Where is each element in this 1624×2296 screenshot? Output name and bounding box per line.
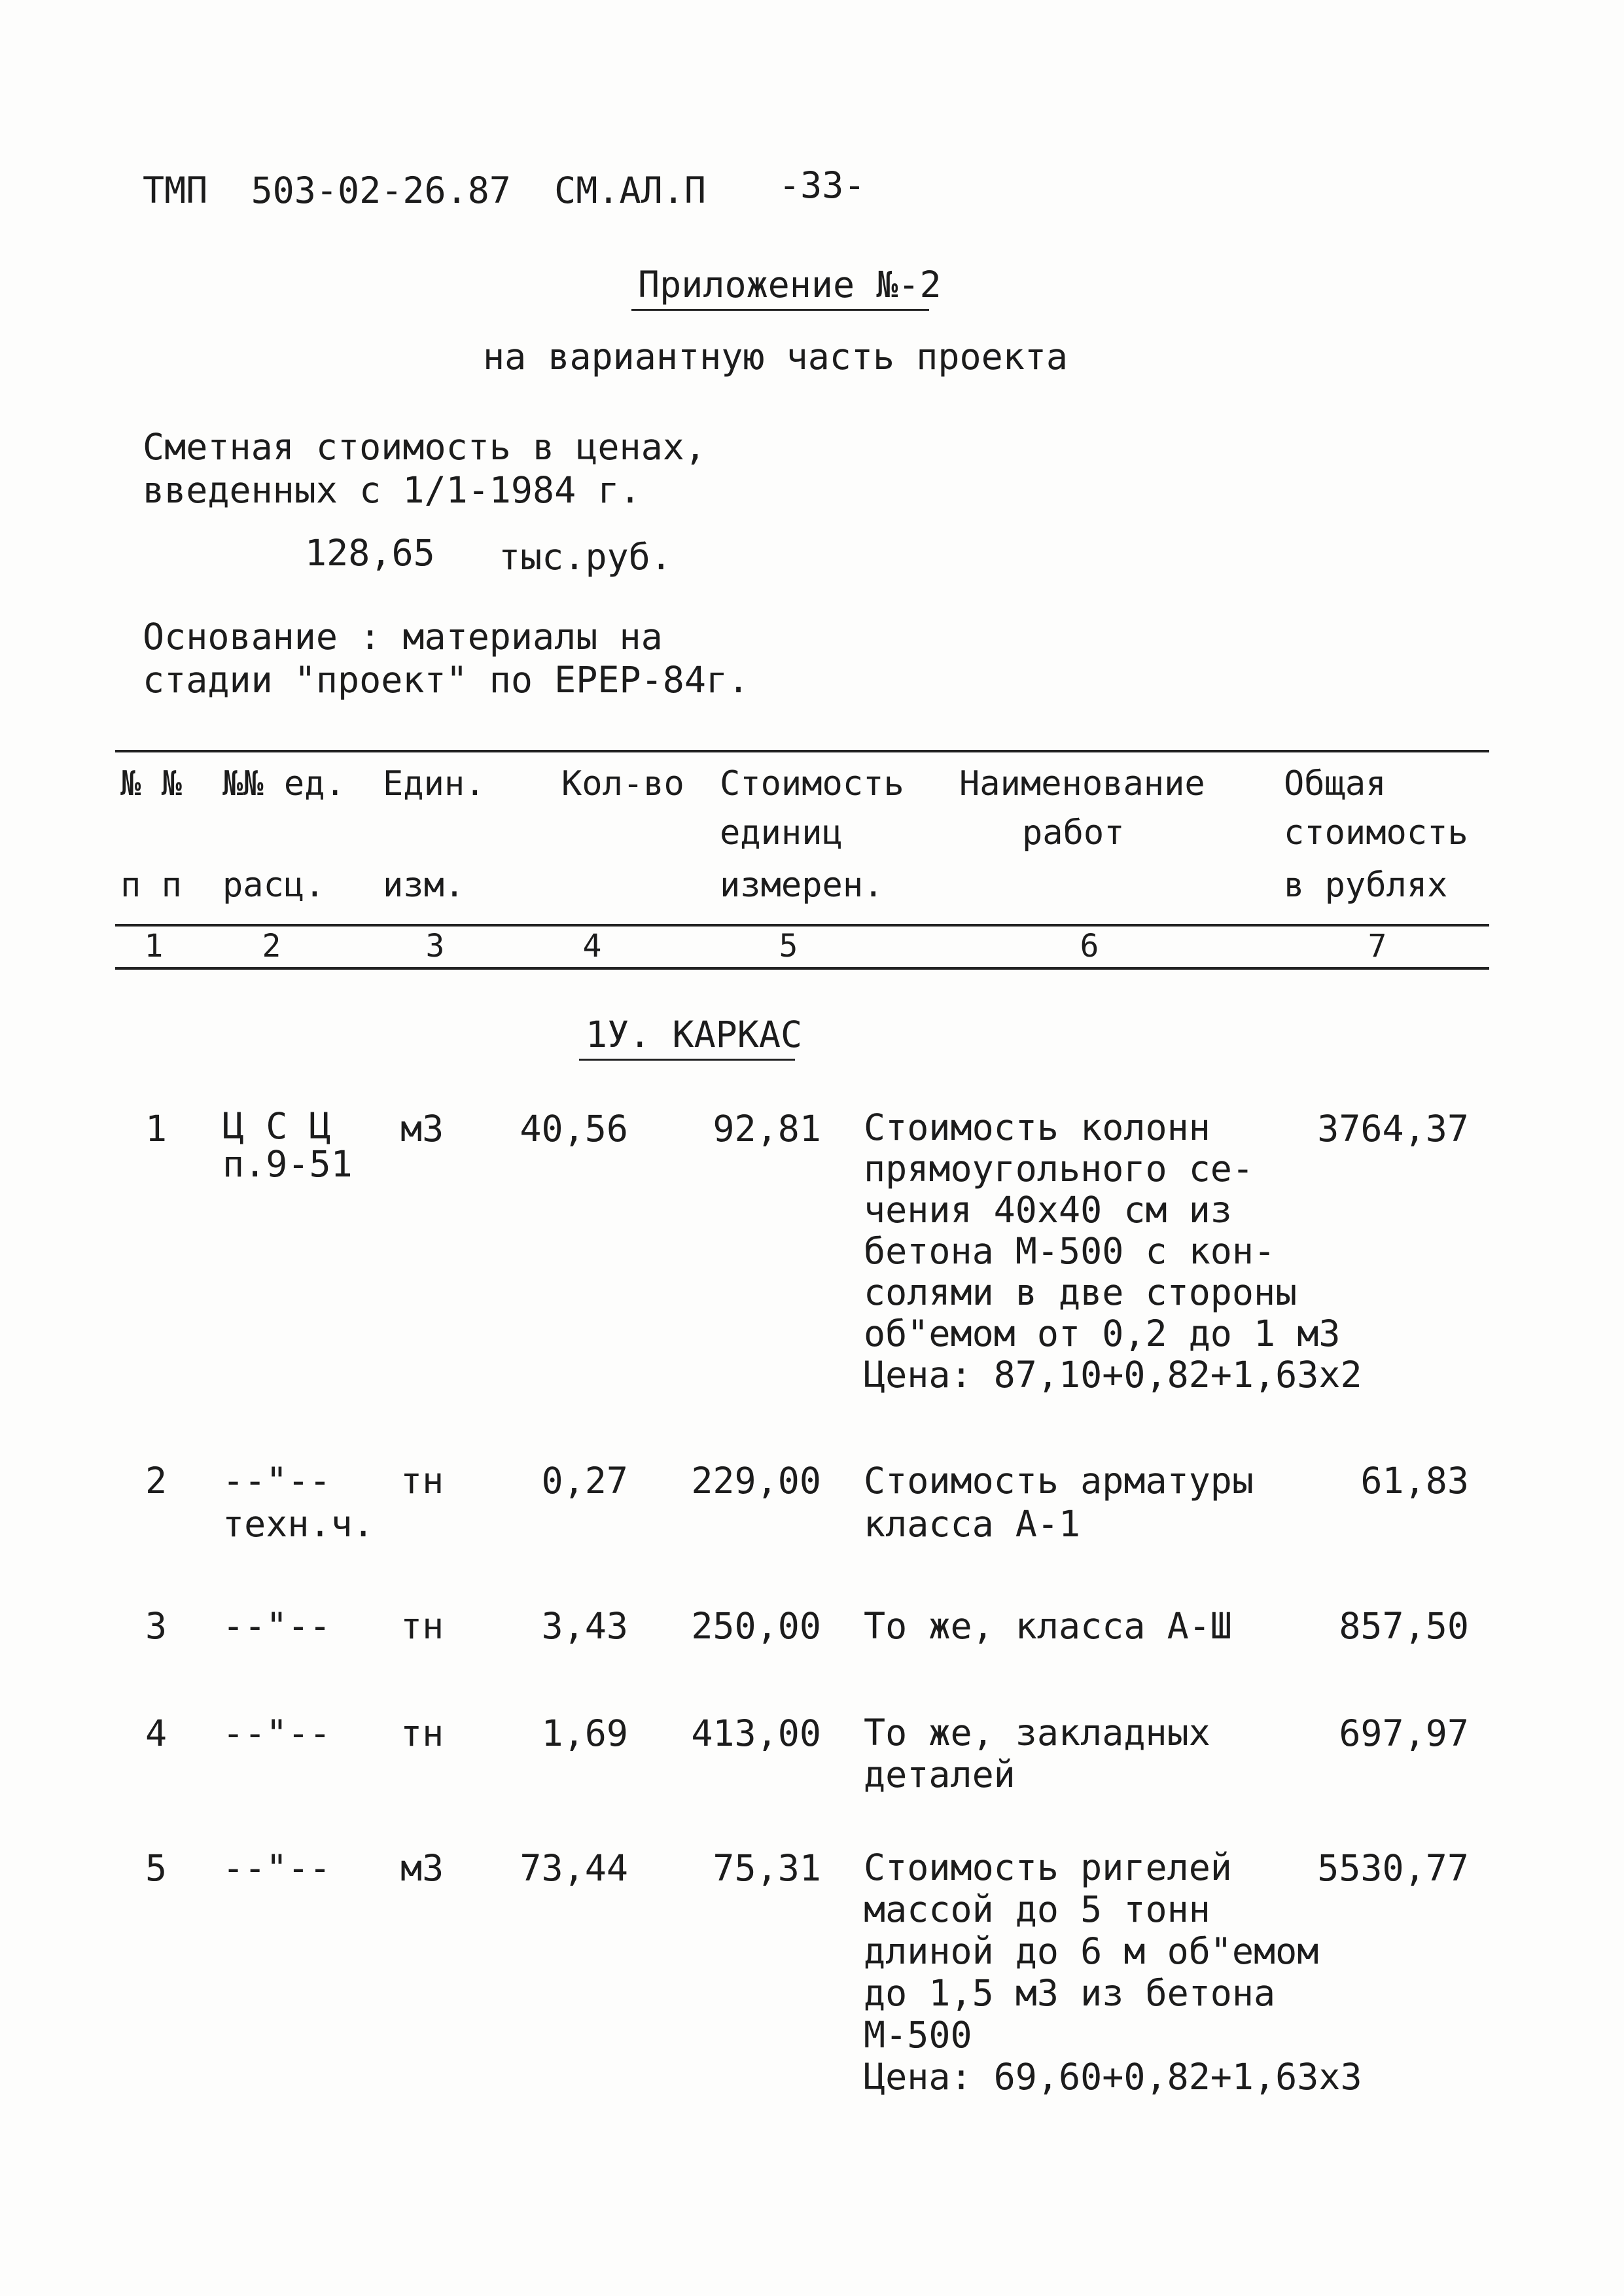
unit: тн: [400, 1712, 444, 1754]
header-col-5-mid: единиц: [720, 813, 843, 853]
header-col-6-top: Наименование: [959, 764, 1205, 804]
header-col-3-bottom: изм.: [383, 866, 465, 905]
table-top-rule: [115, 750, 1489, 752]
rate-code: --"-- техн.ч.: [222, 1460, 374, 1545]
page-number: -33-: [779, 164, 866, 206]
appendix-subtitle: на вариантную часть проекта: [483, 336, 1068, 378]
table-numbers-rule: [115, 967, 1489, 970]
quantity: 40,56: [520, 1108, 628, 1150]
column-number: 7: [1368, 928, 1387, 964]
appendix-title: Приложение №-2: [638, 264, 942, 306]
work-description: Стоимость арматуры класса А-1: [864, 1460, 1254, 1545]
rate-code: --"--: [222, 1605, 331, 1647]
work-description: То же, закладных деталей: [864, 1712, 1210, 1795]
unit-price: 92,81: [713, 1108, 821, 1150]
header-col-1-bottom: п п: [120, 866, 182, 905]
row-number: 4: [145, 1712, 168, 1754]
appendix-title-underline: [631, 309, 929, 311]
estimate-line-2: введенных с 1/1-1984 г.: [143, 469, 641, 511]
estimate-amount: 128,65: [305, 532, 435, 574]
unit: м3: [400, 1108, 444, 1150]
column-number: 1: [144, 928, 164, 964]
row-number: 2: [145, 1460, 168, 1502]
quantity: 1,69: [541, 1712, 628, 1754]
quantity: 73,44: [520, 1847, 628, 1889]
total-cost: 5530,77: [1317, 1847, 1469, 1889]
unit: тн: [400, 1460, 444, 1502]
unit-price: 413,00: [691, 1712, 821, 1754]
unit: тн: [400, 1605, 444, 1647]
rate-code: --"--: [222, 1847, 331, 1889]
header-col-5-top: Стоимость: [720, 764, 904, 804]
rate-code: --"--: [222, 1712, 331, 1754]
header-col-3-top: Един.: [383, 764, 485, 804]
header-col-2-bottom: расц.: [222, 866, 325, 905]
column-number: 5: [779, 928, 798, 964]
basis-line-2: стадии "проект" по ЕРЕР-84г.: [143, 659, 750, 701]
unit: м3: [400, 1847, 444, 1889]
column-number: 6: [1080, 928, 1099, 964]
quantity: 0,27: [541, 1460, 628, 1502]
header-col-5-bottom: измерен.: [720, 866, 884, 905]
work-description: Стоимость ригелей массой до 5 тонн длиной до 6 м об"емом до 1,5 м3 из бетона М-500 Цена: 69,60+0,82+1,63х3: [864, 1846, 1362, 2098]
quantity: 3,43: [541, 1605, 628, 1647]
estimate-unit: тыс.руб.: [499, 536, 672, 578]
work-description: Стоимость колонн прямоугольного се- чения 40х40 см из бетона М-500 с кон- солями в две стороны об"емом от 0,2 до 1 м3 Цена: 87,10+0,82+1,63х2: [864, 1106, 1362, 1396]
unit-price: 250,00: [691, 1605, 821, 1647]
document-code: ТМП 503-02-26.87 СМ.АЛ.П: [143, 169, 706, 211]
header-col-7-mid: стоимость: [1284, 813, 1468, 853]
total-cost: 857,50: [1339, 1605, 1469, 1647]
section-title-underline: [579, 1059, 795, 1061]
total-cost: 697,97: [1339, 1712, 1469, 1754]
work-description: То же, класса А-Ш: [864, 1605, 1232, 1647]
total-cost: 3764,37: [1317, 1108, 1469, 1150]
header-col-7-top: Общая: [1284, 764, 1386, 804]
table-header-rule: [115, 924, 1489, 927]
section-title: 1У. КАРКАС: [586, 1014, 803, 1055]
row-number: 1: [145, 1108, 168, 1150]
header-col-4: Кол-во: [561, 764, 684, 804]
estimate-line-1: Сметная стоимость в ценах,: [143, 426, 706, 468]
column-number: 4: [582, 928, 602, 964]
column-number: 2: [262, 928, 281, 964]
row-number: 5: [145, 1847, 168, 1889]
column-number: 3: [425, 928, 445, 964]
header-col-7-bottom: в рублях: [1284, 866, 1448, 905]
unit-price: 75,31: [713, 1847, 821, 1889]
basis-line-1: Основание : материалы на: [143, 616, 663, 658]
header-col-1-top: № №: [120, 764, 182, 804]
header-col-6-mid: работ: [1022, 813, 1125, 853]
header-col-2-top: №№ ед.: [222, 764, 345, 804]
row-number: 3: [145, 1605, 168, 1647]
rate-code: Ц С Ц п.9-51: [222, 1105, 353, 1185]
unit-price: 229,00: [691, 1460, 821, 1502]
total-cost: 61,83: [1360, 1460, 1469, 1502]
